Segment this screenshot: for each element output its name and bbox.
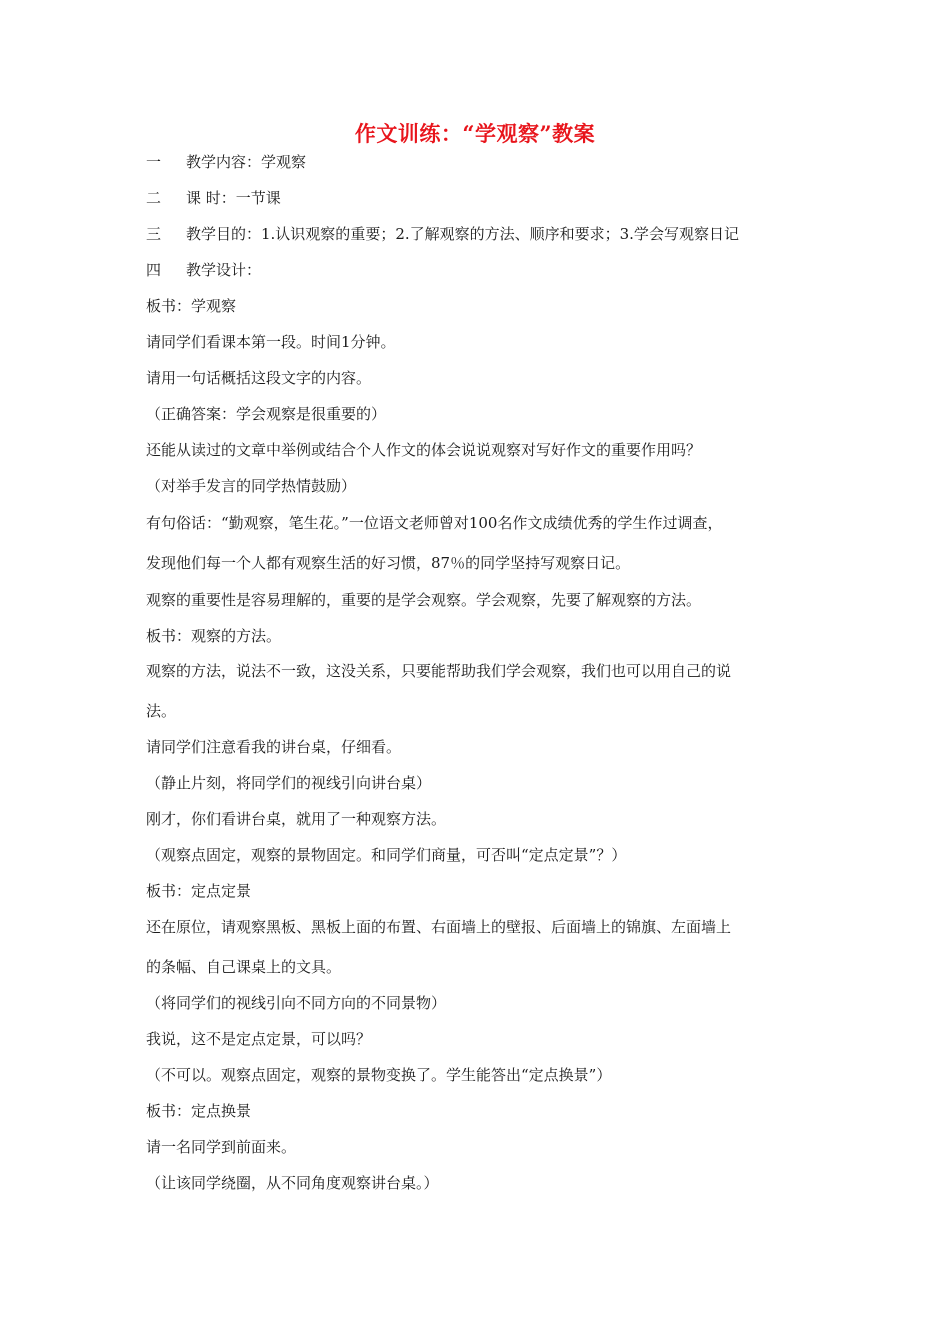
- paragraph-line: 法。: [146, 702, 177, 720]
- paragraph-line: 请用一句话概括这段文字的内容。: [146, 369, 372, 387]
- paragraph-line: 观察的重要性是容易理解的，重要的是学会观察。学会观察，先要了解观察的方法。: [146, 591, 702, 609]
- paragraph-line: （不可以。观察点固定，观察的景物变换了。学生能答出“定点换景”）: [146, 1066, 612, 1084]
- paragraph-line: （让该同学绕圈，从不同角度观察讲台桌。）: [146, 1174, 439, 1192]
- paragraph-line: 板书：定点定景: [146, 882, 252, 900]
- paragraph-line: 请同学们看课本第一段。时间1分钟。: [146, 333, 396, 351]
- outline-item-2: [146, 188, 281, 208]
- outline-number: 四: [146, 261, 162, 279]
- paragraph-line: 请一名同学到前面来。: [146, 1138, 297, 1156]
- outline-text: 教学内容：学观察: [186, 153, 307, 171]
- paragraph-line: 我说，这不是定点定景，可以吗？: [146, 1030, 372, 1048]
- paragraph-line: （对举手发言的同学热情鼓励）: [146, 477, 357, 495]
- paragraph-line: （静止片刻，将同学们的视线引向讲台桌）: [146, 774, 432, 792]
- paragraph-line: （将同学们的视线引向不同方向的不同景物）: [146, 994, 447, 1012]
- outline-text: 教学目的：1.认识观察的重要；2.了解观察的方法、顺序和要求；3.学会写观察日记: [186, 225, 739, 243]
- document-title: 作文训练：“学观察”教案: [354, 121, 596, 146]
- paragraph-line: 发现他们每一个人都有观察生活的好习惯，87％的同学坚持写观察日记。: [146, 554, 631, 572]
- outline-number: 三: [146, 225, 162, 243]
- outline-item-3: [146, 224, 739, 244]
- outline-item-1: [146, 152, 306, 172]
- paragraph-line: 还在原位，请观察黑板、黑板上面的布置、右面墙上的壁报、后面墙上的锦旗、左面墙上: [146, 918, 732, 936]
- paragraph-line: （观察点固定，观察的景物固定。和同学们商量，可否叫“定点定景”？）: [146, 846, 627, 864]
- paragraph-line: 观察的方法，说法不一致，这没关系，只要能帮助我们学会观察，我们也可以用自己的说: [146, 662, 732, 680]
- outline-number: 一: [146, 153, 162, 171]
- outline-item-4: [146, 260, 261, 280]
- paragraph-line: 板书：定点换景: [146, 1102, 252, 1120]
- paragraph-line: 请同学们注意看我的讲台桌，仔细看。: [146, 738, 402, 756]
- paragraph-line: 板书：观察的方法。: [146, 627, 282, 645]
- paragraph-line: 板书：学观察: [146, 297, 237, 315]
- paragraph-line: 有句俗话：“勤观察，笔生花。”一位语文老师曾对100名作文成绩优秀的学生作过调查，: [146, 514, 723, 532]
- paragraph-line: 刚才，你们看讲台桌，就用了一种观察方法。: [146, 810, 447, 828]
- paragraph-line: 的条幅、自己课桌上的文具。: [146, 958, 342, 976]
- outline-number: 二: [146, 189, 162, 207]
- outline-text: 课 时：一节课: [186, 189, 281, 207]
- paragraph-line: 还能从读过的文章中举例或结合个人作文的体会说说观察对写好作文的重要作用吗？: [146, 441, 702, 459]
- paragraph-line: （正确答案：学会观察是很重要的）: [146, 405, 387, 423]
- outline-text: 教学设计：: [186, 261, 262, 279]
